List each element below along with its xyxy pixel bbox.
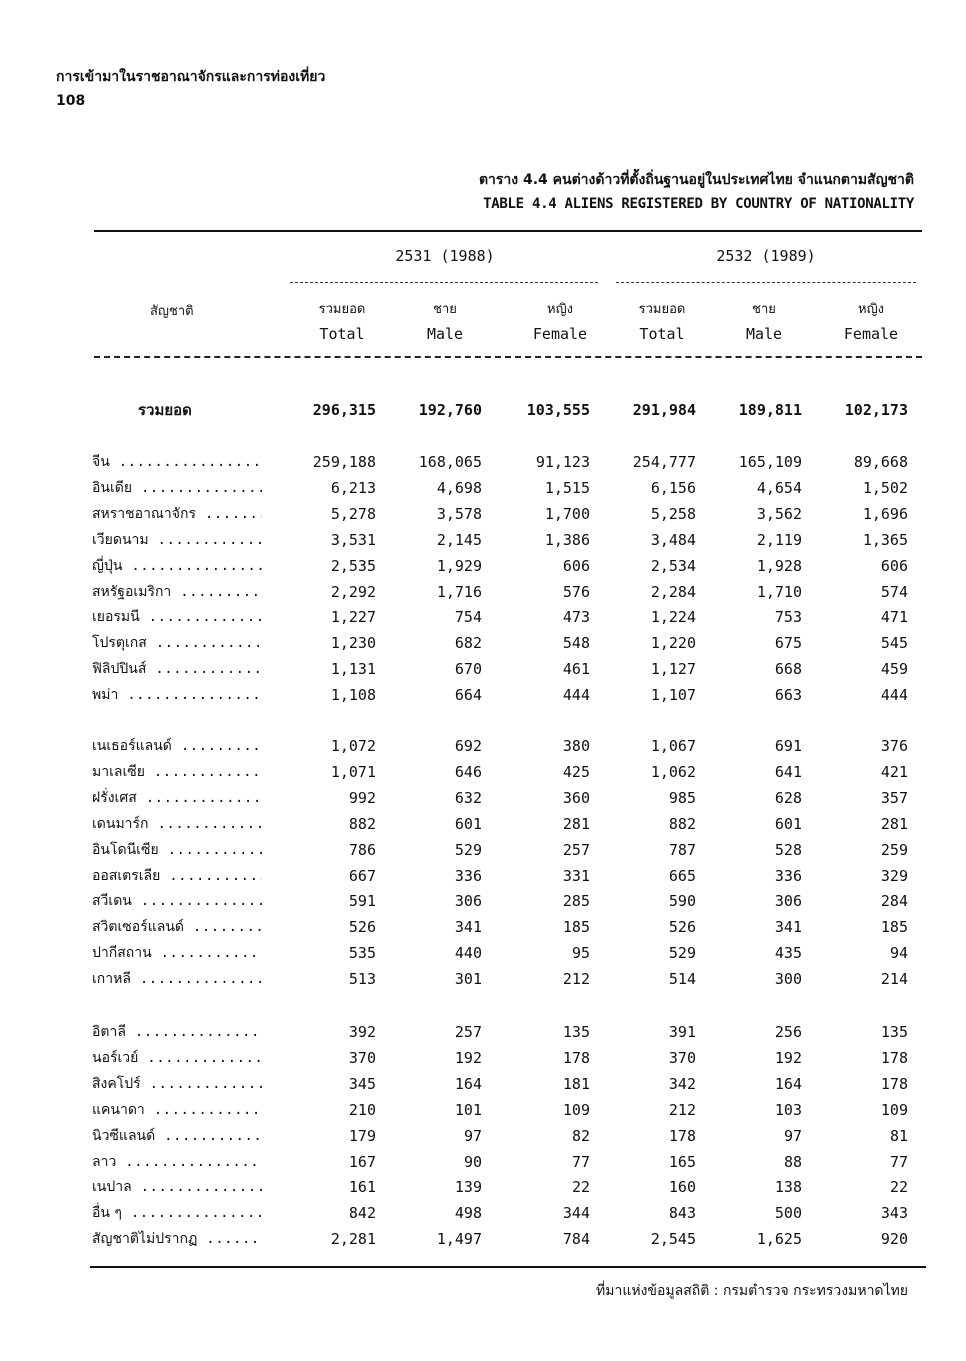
cell-total-1989: 1,062 (650, 762, 696, 781)
cell-male-1988: 529 (454, 840, 482, 859)
cell-total-1989: 2,545 (650, 1230, 696, 1249)
cell-total-1988: 1,230 (330, 634, 376, 653)
cell-female-1989: 459 (880, 660, 908, 679)
cell-female-1988: 784 (562, 1230, 590, 1249)
cell-total-1988: 1,108 (330, 686, 376, 705)
cell-total-1988: 161 (348, 1178, 376, 1197)
cell-male-1989: 1,710 (756, 582, 802, 601)
cell-total-1989: 985 (668, 788, 696, 807)
cell-female-1988: 135 (562, 1023, 590, 1041)
cell-female-1989: 109 (880, 1100, 908, 1119)
cell-female-1988: 461 (562, 660, 590, 679)
table-title-english: TABLE 4.4 ALIENS REGISTERED BY COUNTRY OF NATIONALITY (483, 196, 914, 212)
column-header-male-1988 (405, 297, 485, 347)
row-label: ปากีสถาน ..... (92, 940, 262, 966)
cell-total-1989: 391 (668, 1023, 696, 1041)
cell-female-1989: 920 (880, 1230, 908, 1249)
cell-female-1988: 77 (571, 1152, 590, 1171)
cell-male-1989: 663 (774, 686, 802, 705)
cell-male-1989: 165,109 (738, 453, 802, 471)
table-row (0, 1071, 966, 1097)
cell-female-1989: 178 (880, 1048, 908, 1067)
column-header-th: ชาย (433, 302, 457, 317)
cell-female-1988: 178 (562, 1048, 590, 1067)
cell-female-1988: 212 (562, 970, 590, 989)
column-header-female-1988 (515, 297, 605, 347)
cell-female-1988: 91,123 (535, 453, 590, 471)
row-label: สวีเดน ..... (92, 888, 262, 914)
row-label: นอร์เวย์ ..... (92, 1045, 262, 1071)
cell-female-1989: 89,668 (853, 453, 908, 471)
row-label: เดนมาร์ก ..... (92, 811, 262, 837)
cell-female-1989: 1,365 (862, 530, 908, 549)
row-label: มาเลเซีย ..... (92, 759, 262, 785)
cell-female-1988: 344 (562, 1204, 590, 1223)
cell-female-1989: 471 (880, 608, 908, 627)
table-row (0, 733, 966, 759)
cell-total-1989: 787 (668, 840, 696, 859)
column-header-total-1988 (292, 297, 392, 347)
cell-male-1988: 3,578 (436, 504, 482, 523)
cell-total-1989: 665 (668, 866, 696, 885)
table-row (0, 940, 966, 966)
cell-female-1989: 281 (880, 814, 908, 833)
cell-female-1989: 1,696 (862, 504, 908, 523)
column-header-male-1989 (724, 297, 804, 347)
table-row (0, 1174, 966, 1200)
cell-male-1988: 682 (454, 634, 482, 653)
cell-male-1989: 435 (774, 944, 802, 963)
column-header-en: Total (639, 325, 685, 343)
cell-female-1988: 95 (571, 944, 590, 963)
cell-male-1988: 306 (454, 892, 482, 911)
cell-female-1989: 1,502 (862, 478, 908, 497)
cell-female-1989: 284 (880, 892, 908, 911)
cell-total-1989: 5,258 (650, 504, 696, 523)
cell-female-1989: 444 (880, 686, 908, 705)
cell-male-1988: 664 (454, 686, 482, 705)
table-row (0, 1045, 966, 1071)
row-label: พม่า ..... (92, 682, 262, 708)
cell-male-1989: 192 (774, 1048, 802, 1067)
column-header-th: รวมยอด (318, 302, 366, 317)
cell-male-1988: 97 (463, 1126, 482, 1145)
table-row (0, 888, 966, 914)
cell-male-1988: 257 (454, 1023, 482, 1041)
cell-male-1988: 1,929 (436, 556, 482, 575)
cell-female-1989: 22 (889, 1178, 908, 1197)
cell-total-1988: 345 (348, 1074, 376, 1093)
cell-male-1989: 3,562 (756, 504, 802, 523)
table-row (0, 604, 966, 630)
cell-male-1988: 1,716 (436, 582, 482, 601)
table-title-thai: ตาราง 4.4 คนต่างด้าวที่ตั้งถิ่นฐานอยู่ในประเทศไทย จำแนกตามสัญชาติ (478, 172, 914, 188)
cell-total-1988: 370 (348, 1048, 376, 1067)
row-label: อื่น ๆ ..... (92, 1200, 262, 1226)
table-row (0, 682, 966, 708)
cell-total-1988: 513 (348, 970, 376, 989)
cell-total-1989: 843 (668, 1204, 696, 1223)
column-header-th: หญิง (858, 302, 884, 317)
cell-total-1988: 2,281 (330, 1230, 376, 1249)
row-label: เกาหลี ..... (92, 966, 262, 992)
column-header-en: Female (532, 325, 588, 343)
column-header-total-1989 (612, 297, 712, 347)
cell-male-1989: 164 (774, 1074, 802, 1093)
cell-male-1989: 2,119 (756, 530, 802, 549)
cell-total-1989: 3,484 (650, 530, 696, 549)
cell-female-1988: 380 (562, 737, 590, 755)
table-row (0, 630, 966, 656)
cell-female-1988: 444 (562, 686, 590, 705)
table-bottom-rule (90, 1266, 926, 1268)
cell-male-1988: 1,497 (436, 1230, 482, 1249)
cell-female-1988: 1,700 (544, 504, 590, 523)
cell-total-1989: 1,127 (650, 660, 696, 679)
cell-total-1988: 210 (348, 1100, 376, 1119)
cell-total-1988: 2,292 (330, 582, 376, 601)
cell-total-1988: 882 (348, 814, 376, 833)
year-1988-underline (290, 282, 598, 283)
cell-female-1988: 1,515 (544, 478, 590, 497)
table-row (0, 914, 966, 940)
cell-female-1989: 185 (880, 918, 908, 937)
cell-male-1988: 101 (454, 1100, 482, 1119)
cell-female-1988: 425 (562, 762, 590, 781)
table-row (0, 785, 966, 811)
cell-female-1989: 376 (880, 737, 908, 755)
table-row (0, 1097, 966, 1123)
row-label: เยอรมนี ..... (92, 604, 262, 630)
cell-male-1988: 754 (454, 608, 482, 627)
cell-total-1988: 1,131 (330, 660, 376, 679)
cell-male-1988: 670 (454, 660, 482, 679)
cell-male-1988: 440 (454, 944, 482, 963)
cell-male-1988: 192 (454, 1048, 482, 1067)
row-label: แคนาดา ..... (92, 1097, 262, 1123)
cell-total-1989: 178 (668, 1126, 696, 1145)
cell-total-1989: 1,224 (650, 608, 696, 627)
table-row (0, 811, 966, 837)
cell-total-1988: 842 (348, 1204, 376, 1223)
cell-total-1989: 212 (668, 1100, 696, 1119)
cell-male-1988: 192,760 (418, 401, 482, 419)
cell-female-1989: 606 (880, 556, 908, 575)
column-header-en: Female (843, 325, 899, 343)
cell-male-1989: 668 (774, 660, 802, 679)
cell-female-1988: 181 (562, 1074, 590, 1093)
cell-total-1988: 167 (348, 1152, 376, 1171)
cell-female-1988: 257 (562, 840, 590, 859)
row-label: ญี่ปุ่น ..... (92, 553, 262, 579)
column-header-en: Total (319, 325, 365, 343)
row-label: ออสเตรเลีย ..... (92, 863, 262, 889)
cell-female-1989: 178 (880, 1074, 908, 1093)
cell-male-1988: 341 (454, 918, 482, 937)
cell-total-1989: 165 (668, 1152, 696, 1171)
table-row (0, 527, 966, 553)
cell-male-1989: 675 (774, 634, 802, 653)
cell-total-1989: 1,107 (650, 686, 696, 705)
row-label: ลาว ..... (92, 1149, 262, 1175)
cell-female-1989: 545 (880, 634, 908, 653)
cell-female-1989: 259 (880, 840, 908, 859)
cell-male-1988: 168,065 (418, 453, 482, 471)
cell-male-1989: 528 (774, 840, 802, 859)
row-label: อิตาลี ..... (92, 1019, 262, 1045)
table-row (0, 501, 966, 527)
cell-total-1989: 1,220 (650, 634, 696, 653)
cell-female-1988: 22 (571, 1178, 590, 1197)
cell-male-1989: 1,625 (756, 1230, 802, 1249)
cell-total-1989: 342 (668, 1074, 696, 1093)
column-header-th: หญิง (547, 302, 573, 317)
cell-total-1988: 259,188 (312, 453, 376, 471)
cell-male-1988: 632 (454, 788, 482, 807)
row-label: รวมยอด (138, 401, 192, 419)
cell-male-1989: 628 (774, 788, 802, 807)
row-label: โปรตุเกส ..... (92, 630, 262, 656)
column-header-th: ชาย (752, 302, 776, 317)
cell-total-1989: 1,067 (650, 737, 696, 755)
cell-total-1989: 590 (668, 892, 696, 911)
cell-female-1988: 185 (562, 918, 590, 937)
table-row (0, 1123, 966, 1149)
cell-total-1988: 1,227 (330, 608, 376, 627)
row-label: สหราชอาณาจักร ..... (92, 501, 262, 527)
row-label: ฟิลิปปินส์ ..... (92, 656, 262, 682)
table-row (0, 475, 966, 501)
cell-male-1988: 692 (454, 737, 482, 755)
cell-male-1989: 500 (774, 1204, 802, 1223)
cell-male-1988: 90 (463, 1152, 482, 1171)
cell-female-1989: 343 (880, 1204, 908, 1223)
cell-male-1989: 300 (774, 970, 802, 989)
cell-total-1989: 160 (668, 1178, 696, 1197)
cell-female-1988: 548 (562, 634, 590, 653)
cell-female-1989: 135 (880, 1023, 908, 1041)
cell-male-1989: 97 (783, 1126, 802, 1145)
cell-total-1988: 992 (348, 788, 376, 807)
cell-female-1989: 357 (880, 788, 908, 807)
table-row (0, 449, 966, 475)
cell-total-1989: 529 (668, 944, 696, 963)
cell-total-1988: 296,315 (312, 401, 376, 419)
cell-female-1988: 285 (562, 892, 590, 911)
row-label: เนเธอร์แลนด์ ..... (92, 733, 262, 759)
row-label: สวิตเซอร์แลนด์ ..... (92, 914, 262, 940)
table-row (0, 837, 966, 863)
cell-male-1989: 691 (774, 737, 802, 755)
cell-male-1988: 498 (454, 1204, 482, 1223)
table-row (0, 1200, 966, 1226)
cell-total-1988: 179 (348, 1126, 376, 1145)
cell-female-1989: 81 (889, 1126, 908, 1145)
cell-total-1989: 2,534 (650, 556, 696, 575)
cell-male-1989: 1,928 (756, 556, 802, 575)
cell-total-1989: 6,156 (650, 478, 696, 497)
cell-total-1988: 1,072 (330, 737, 376, 755)
cell-total-1988: 2,535 (330, 556, 376, 575)
table-row (0, 1149, 966, 1175)
row-label: สัญชาติไม่ปรากฏ ..... (92, 1226, 262, 1252)
cell-male-1989: 256 (774, 1023, 802, 1041)
page-number: 108 (56, 93, 86, 109)
column-header-en: Male (745, 325, 783, 343)
cell-female-1988: 576 (562, 582, 590, 601)
source-note: ที่มาแห่งข้อมูลสถิติ : กรมตำรวจ กระทรวงมหาดไทย (596, 1283, 908, 1299)
year-label-1989: 2532 (1989) (716, 247, 816, 265)
row-label: สิงคโปร์ ..... (92, 1071, 262, 1097)
cell-male-1989: 4,654 (756, 478, 802, 497)
grand-total-row (0, 397, 966, 423)
cell-female-1988: 360 (562, 788, 590, 807)
cell-male-1989: 103 (774, 1100, 802, 1119)
year-label-1988: 2531 (1988) (395, 247, 495, 265)
cell-female-1988: 82 (571, 1126, 590, 1145)
cell-male-1989: 189,811 (738, 401, 802, 419)
table-row (0, 966, 966, 992)
cell-female-1989: 329 (880, 866, 908, 885)
row-label: เวียดนาม ..... (92, 527, 262, 553)
table-row (0, 759, 966, 785)
column-header-female-1989 (826, 297, 916, 347)
cell-total-1988: 5,278 (330, 504, 376, 523)
cell-female-1988: 281 (562, 814, 590, 833)
cell-male-1988: 164 (454, 1074, 482, 1093)
nationality-column-header: สัญชาติ (150, 304, 194, 319)
cell-total-1989: 291,984 (632, 401, 696, 419)
cell-male-1989: 341 (774, 918, 802, 937)
row-label: เนปาล ..... (92, 1174, 262, 1200)
cell-total-1988: 591 (348, 892, 376, 911)
cell-male-1989: 753 (774, 608, 802, 627)
row-label: นิวซีแลนด์ ..... (92, 1123, 262, 1149)
cell-male-1989: 88 (783, 1152, 802, 1171)
cell-male-1988: 139 (454, 1178, 482, 1197)
table-row (0, 579, 966, 605)
cell-female-1989: 102,173 (844, 401, 908, 419)
cell-female-1988: 109 (562, 1100, 590, 1119)
table-row (0, 656, 966, 682)
cell-female-1989: 421 (880, 762, 908, 781)
table-row (0, 553, 966, 579)
cell-total-1989: 882 (668, 814, 696, 833)
cell-male-1988: 2,145 (436, 530, 482, 549)
column-header-th: รวมยอด (638, 302, 686, 317)
cell-total-1989: 370 (668, 1048, 696, 1067)
table-top-rule (94, 230, 922, 232)
year-1989-underline (616, 282, 916, 283)
cell-total-1989: 254,777 (632, 453, 696, 471)
row-label: สหรัฐอเมริกา ..... (92, 579, 262, 605)
cell-total-1988: 392 (348, 1023, 376, 1041)
cell-female-1989: 214 (880, 970, 908, 989)
row-label: ฝรั่งเศส ..... (92, 785, 262, 811)
cell-total-1989: 514 (668, 970, 696, 989)
cell-total-1988: 1,071 (330, 762, 376, 781)
cell-male-1989: 641 (774, 762, 802, 781)
cell-female-1989: 574 (880, 582, 908, 601)
cell-female-1988: 331 (562, 866, 590, 885)
cell-male-1988: 301 (454, 970, 482, 989)
cell-total-1988: 526 (348, 918, 376, 937)
cell-total-1989: 526 (668, 918, 696, 937)
row-label: จีน ..... (92, 449, 262, 475)
cell-total-1988: 535 (348, 944, 376, 963)
cell-male-1988: 4,698 (436, 478, 482, 497)
cell-total-1988: 786 (348, 840, 376, 859)
cell-total-1989: 2,284 (650, 582, 696, 601)
cell-female-1989: 94 (889, 944, 908, 963)
table-row (0, 1226, 966, 1252)
cell-female-1988: 473 (562, 608, 590, 627)
cell-male-1988: 646 (454, 762, 482, 781)
header-bottom-rule (94, 356, 922, 358)
cell-male-1988: 601 (454, 814, 482, 833)
cell-male-1988: 336 (454, 866, 482, 885)
table-row (0, 863, 966, 889)
cell-total-1988: 667 (348, 866, 376, 885)
cell-female-1988: 103,555 (526, 401, 590, 419)
cell-total-1988: 3,531 (330, 530, 376, 549)
cell-female-1989: 77 (889, 1152, 908, 1171)
cell-male-1989: 336 (774, 866, 802, 885)
cell-male-1989: 306 (774, 892, 802, 911)
cell-female-1988: 1,386 (544, 530, 590, 549)
cell-male-1989: 138 (774, 1178, 802, 1197)
column-header-en: Male (426, 325, 464, 343)
row-label: อินเดีย ..... (92, 475, 262, 501)
cell-male-1989: 601 (774, 814, 802, 833)
running-head: การเข้ามาในราชอาณาจักรและการท่องเที่ยว (56, 69, 326, 85)
table-row (0, 1019, 966, 1045)
cell-total-1988: 6,213 (330, 478, 376, 497)
cell-female-1988: 606 (562, 556, 590, 575)
row-label: อินโดนีเซีย ..... (92, 837, 262, 863)
